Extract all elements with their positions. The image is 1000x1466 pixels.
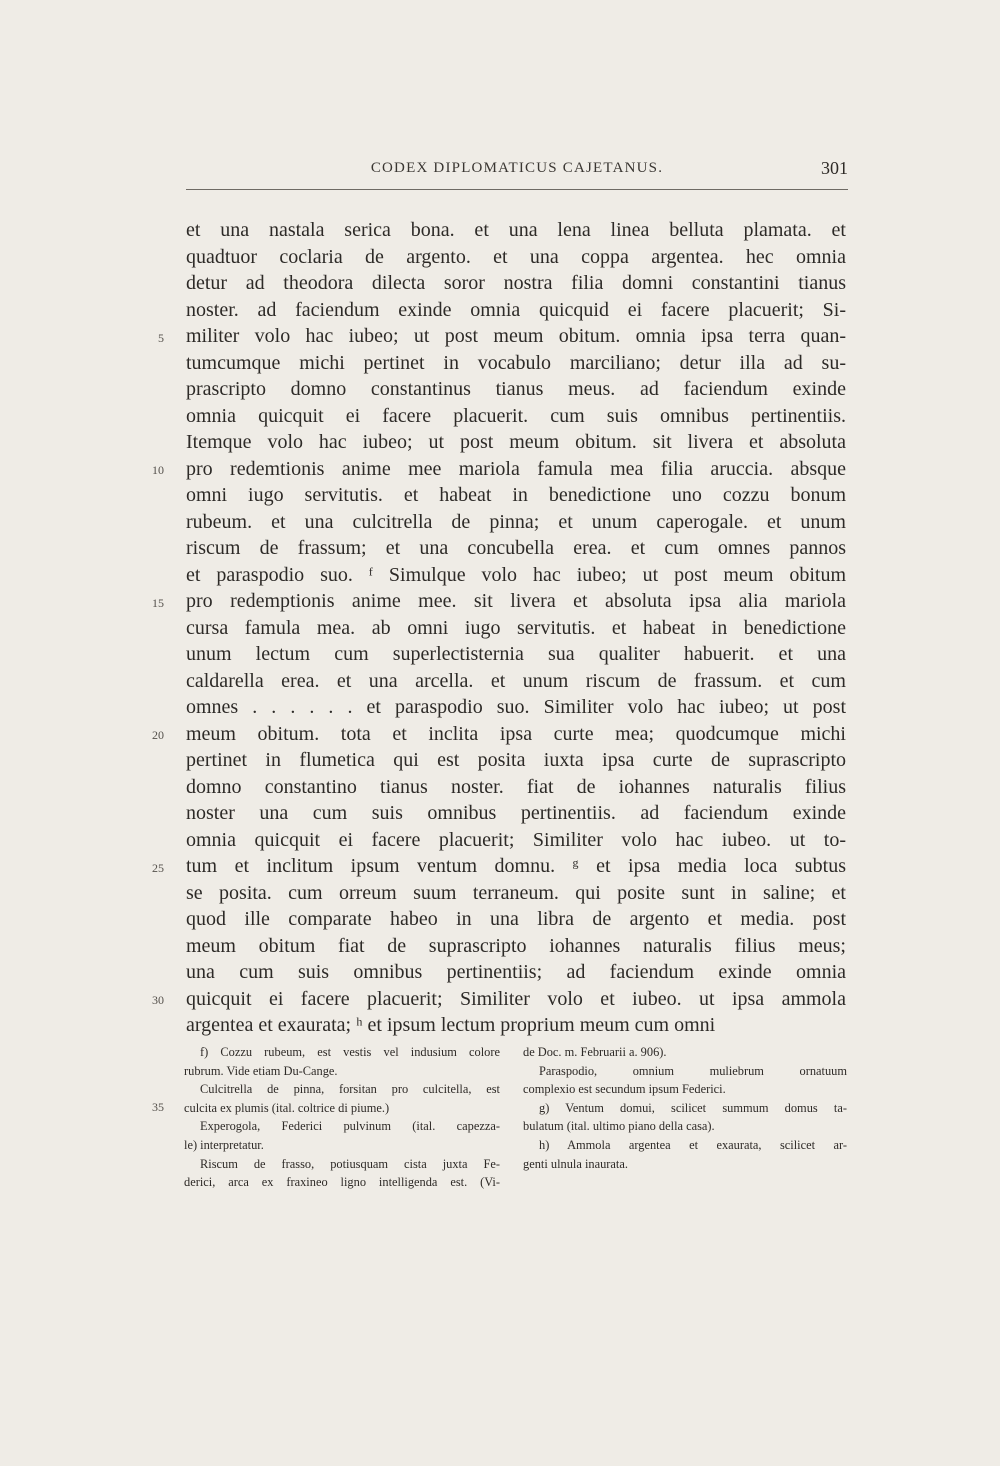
- text-line: se posita. cum orreum suum terraneum. qui posite sunt in saline; et: [186, 881, 846, 904]
- header-rule: [186, 189, 848, 190]
- footnote-line: Culcitrella de pinna, forsitan pro culcitella, est: [200, 1082, 500, 1097]
- line-number: 10: [152, 463, 164, 477]
- footnotes-left: [184, 1043, 500, 1192]
- text-line: et una nastala serica bona. et una lena linea belluta plamata. et: [186, 219, 846, 241]
- text-line: militer volo hac iubeo; ut post meum obitum. omnia ipsa terra quan-: [186, 325, 846, 347]
- line-number: 25: [152, 861, 164, 875]
- text-line: caldarella erea. et una arcella. et unum riscum de frassum. et cum: [186, 669, 846, 692]
- footnote-line: g) Ventum domui, scilicet summum domus ta-: [539, 1100, 847, 1115]
- footnotes-right: [523, 1043, 847, 1173]
- footnote-line: Experogola, Federici pulvinum (ital. capezza-: [200, 1119, 500, 1134]
- text-line: quod ille comparate habeo in una libra de argento et media. post: [186, 908, 846, 930]
- footnote-line: Paraspodio, omnium muliebrum ornatuum: [539, 1063, 847, 1078]
- text-line: argentea et exaurata; ʰ et ipsum lectum proprium meum cum omni: [186, 1014, 716, 1036]
- line-number: 35: [152, 1100, 164, 1114]
- line-number: 20: [152, 728, 164, 742]
- text-line: pertinet in flumetica qui est posita iuxta ipsa curte de suprascripto: [186, 749, 846, 771]
- footnote-line: complexio est secundum ipsum Federici.: [523, 1082, 726, 1097]
- text-line: prascripto domno constantinus tianus meus. ad faciendum exinde: [186, 378, 846, 400]
- footnote-line: Riscum de frasso, potiusquam cista juxta Fe-: [200, 1156, 500, 1171]
- text-line: domno constantino tianus noster. fiat de iohannes naturalis filius: [186, 775, 846, 798]
- text-line: pro redemptionis anime mee. sit livera et absoluta ipsa alia mariola: [186, 590, 846, 612]
- text-line: cursa famula mea. ab omni iugo servitutis. et habeat in benedictione: [186, 616, 846, 639]
- footnote-line: le) interpretatur.: [184, 1137, 264, 1152]
- text-line: omnia quicquit ei facere placuerit; Similiter volo hac iubeo. ut to-: [186, 828, 846, 851]
- text-line: noster. ad faciendum exinde omnia quicquid ei facere placuerit; Si-: [186, 298, 846, 321]
- page-number: 301: [821, 158, 848, 178]
- line-number: 15: [152, 596, 164, 610]
- text-line: noster una cum suis omnibus pertinentiis. ad faciendum exinde: [186, 802, 846, 824]
- text-line: pro redemtionis anime mee mariola famula mea filia aruccia. absque: [186, 457, 846, 480]
- footnote-line: h) Ammola argentea et exaurata, scilicet ar-: [539, 1137, 847, 1152]
- footnote-line: f) Cozzu rubeum, est vestis vel indusium colore: [200, 1045, 500, 1059]
- text-line: et paraspodio suo. ᶠ Simulque volo hac iubeo; ut post meum obitum: [186, 563, 846, 586]
- main-text: [186, 217, 846, 1039]
- text-line: quadtuor coclaria de argento. et una coppa argentea. hec omnia: [186, 245, 846, 268]
- footnote-line: genti ulnula inaurata.: [523, 1156, 628, 1171]
- line-number: 30: [152, 993, 164, 1007]
- text-line: rubeum. et una culcitrella de pinna; et unum caperogale. et unum: [186, 510, 846, 533]
- text-line: Itemque volo hac iubeo; ut post meum obitum. sit livera et absoluta: [186, 431, 846, 453]
- text-line: tum et inclitum ipsum ventum domnu. ᵍ et ipsa media loca subtus: [186, 855, 846, 877]
- text-line: omni iugo servitutis. et habeat in benedictione uno cozzu bonum: [186, 484, 846, 506]
- line-number: 5: [158, 331, 164, 345]
- footnote-line: bulatum (ital. ultimo piano della casa).: [523, 1119, 715, 1134]
- text-line: una cum suis omnibus pertinentiis; ad faciendum exinde omnia: [186, 961, 846, 983]
- text-line: unum lectum cum superlectisternia sua qualiter habuerit. et una: [186, 643, 846, 665]
- text-line: omnes . . . . . . et paraspodio suo. Similiter volo hac iubeo; ut post: [186, 696, 846, 718]
- footnote-line: derici, arca ex fraxineo ligno intelligenda est. (Vi-: [184, 1175, 500, 1190]
- footnote-line: de Doc. m. Februarii a. 906).: [523, 1045, 667, 1059]
- text-line: meum obitum fiat de suprascripto iohannes naturalis filius meus;: [186, 934, 846, 957]
- text-line: riscum de frassum; et una concubella erea. et cum omnes pannos: [186, 537, 846, 559]
- footnote-line: rubrum. Vide etiam Du-Cange.: [184, 1063, 338, 1078]
- running-title: CODEX DIPLOMATICUS CAJETANUS.: [370, 160, 664, 176]
- text-line: tumcumque michi pertinet in vocabulo marciliano; detur illa ad su-: [186, 351, 846, 374]
- footnote-line: culcita ex plumis (ital. coltrice di piume.): [184, 1100, 390, 1115]
- text-line: detur ad theodora dilecta soror nostra filia domni constantini tianus: [186, 272, 846, 294]
- text-line: meum obitum. tota et inclita ipsa curte mea; quodcumque michi: [186, 722, 846, 745]
- text-line: omnia quicquit ei facere placuerit. cum suis omnibus pertinentiis.: [186, 404, 846, 427]
- text-line: quicquit ei facere placuerit; Similiter volo et iubeo. ut ipsa ammola: [186, 987, 846, 1010]
- running-head: [186, 160, 848, 184]
